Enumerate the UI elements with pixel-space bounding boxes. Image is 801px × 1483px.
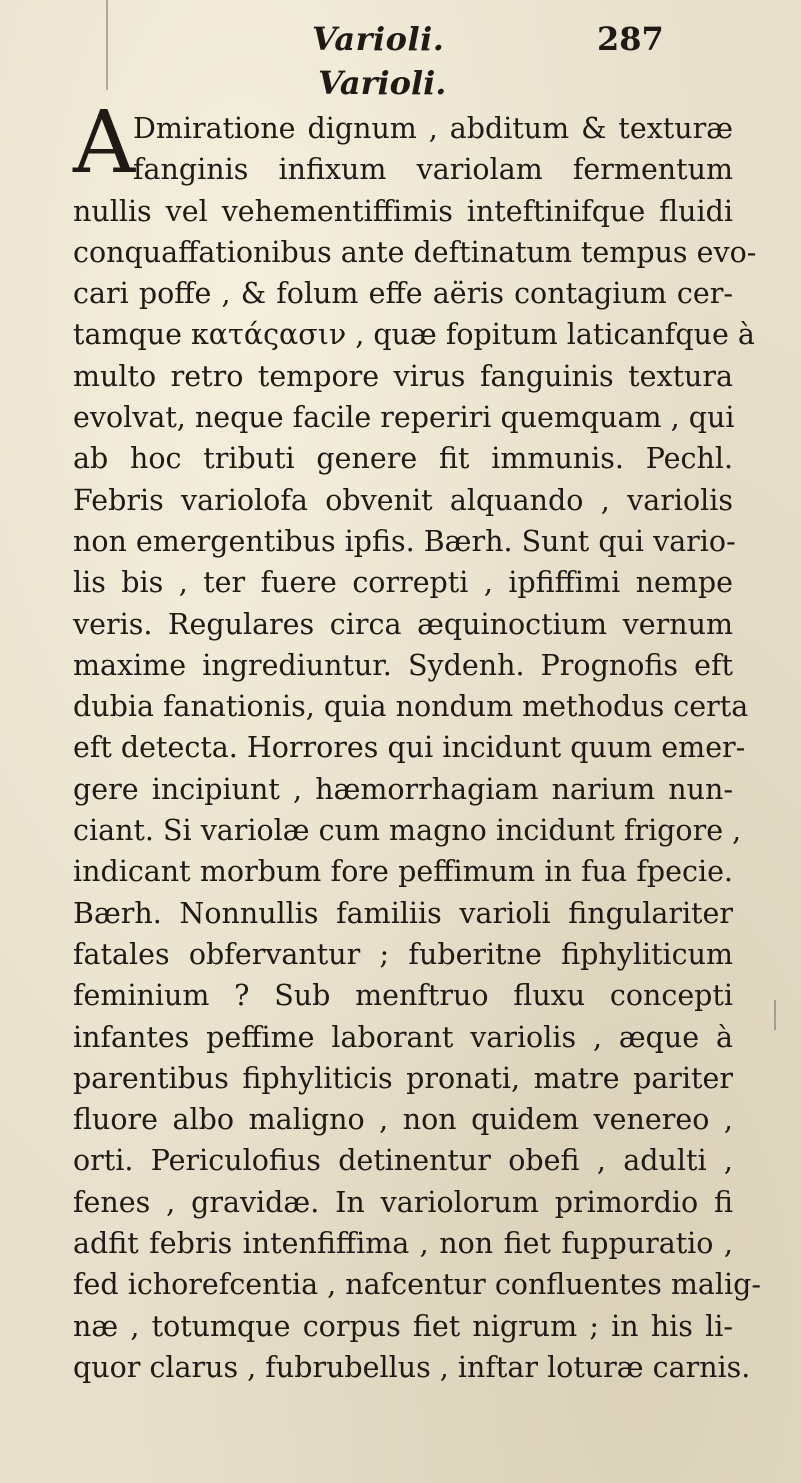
text-line: indicant morbum fore peffimum in fua fpecie. [73,855,733,889]
text-line: conquaffationibus ante deftinatum tempus evo- [73,235,757,269]
text-line: orti. Periculofius detinentur obefi , adulti , [73,1144,733,1178]
page-edge-mark [774,1000,776,1030]
text-line: adfit febris intenfiffima , non fiet fuppuratio , [73,1227,733,1261]
page-edge-mark [106,0,108,90]
text-line: non emergentibus ipfis. Bærh. Sunt qui vario- [73,524,736,558]
text-line: fatales obfervantur ; fuberitne fiphyliticum [73,937,733,971]
drop-cap: A [73,93,136,193]
running-head [0,12,801,62]
body-text [73,108,762,1388]
text-line: fed ichorefcentia , nafcentur confluentes malig- [73,1268,762,1302]
text-line: Bærh. Nonnullis familiis varioli fingulariter [73,896,733,930]
text-line: maxime ingrediuntur. Sydenh. Prognofis eft [73,648,733,682]
text-line: ab hoc tributi genere fit immunis. Pechl. [73,442,733,476]
text-line: fenes , gravidæ. In variolorum primordio fi [73,1185,733,1219]
text-line: quor clarus , fubrubellus , inftar loturæ carnis. [73,1350,751,1384]
section-title: Varioli. [318,64,447,102]
text-line: Febris variolofa obvenit alquando , variolis [73,483,733,517]
text-line: fanginis infixum variolam fermentum [133,153,733,187]
text-line: tamque κατάςασιν , quæ fopitum laticanfque à [73,318,755,352]
page-number: 287 [597,20,664,58]
text-line: gere incipiunt , hæmorrhagiam narium nun- [73,772,733,806]
text-line: feminium ? Sub menftruo fluxu concepti [73,979,733,1013]
text-line: cari poffe , & folum effe aëris contagium cer- [73,277,733,311]
running-title: Varioli. [312,20,445,58]
text-line: veris. Regulares circa æquinoctium vernum [73,607,733,641]
text-line: Dmiratione dignum , abditum & texturæ [133,112,733,145]
text-line: parentibus fiphyliticis pronati, matre pariter [73,1061,733,1095]
text-line: dubia fanationis, quia nondum methodus certa [73,690,749,724]
text-line: lis bis , ter fuere correpti , ipfiffimi nempe [73,566,733,600]
text-line: eft detecta. Horrores qui incidunt quum emer- [73,731,746,765]
text-line: fluore albo maligno , non quidem venereo , [73,1103,733,1137]
text-line: nullis vel vehementiffimis inteftinifque fluidi [73,194,733,228]
text-line: multo retro tempore virus fanguinis textura [73,359,733,393]
text-line: evolvat, neque facile reperiri quemquam , qui [73,401,735,435]
text-line: næ , totumque corpus fiet nigrum ; in his li- [73,1309,733,1343]
text-line: infantes peffime laborant variolis , æque à [73,1020,733,1054]
text-line: ciant. Si variolæ cum magno incidunt frigore , [73,814,742,848]
